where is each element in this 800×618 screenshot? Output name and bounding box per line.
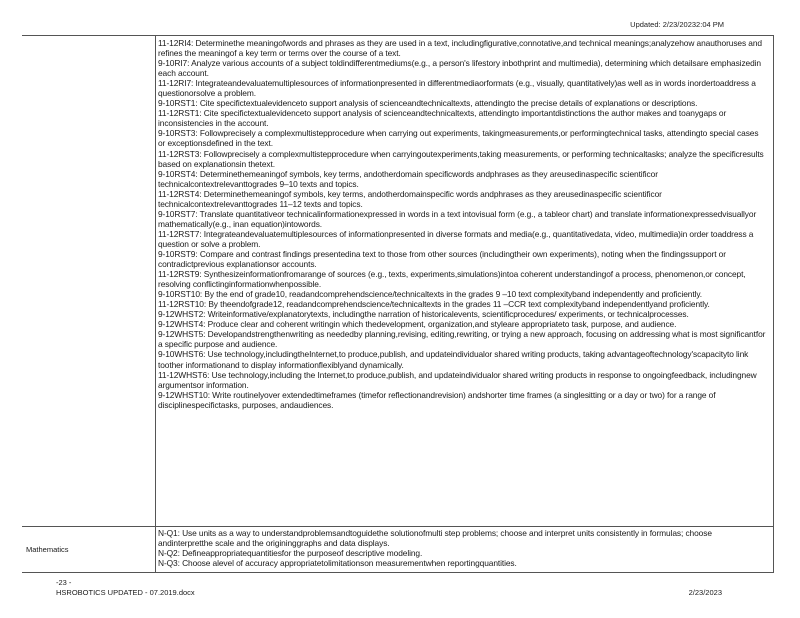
ela-standards-cell xyxy=(155,36,774,526)
standard-item: 9-10RST3: Followprecisely a complexmultistepprocedure when carrying out experiments, takingmeasurements,or performingtechnical tasks, attendingto special cases or exceptionsdefined in the text. xyxy=(158,128,759,149)
standard-item: 9-10RST10: By the end of grade10, readandcomprehendscience/technicaltexts in the grades 9 –10 text complexityband independently and proficiently. xyxy=(158,289,703,300)
standard-item: 11-12RST7: Integrateandevaluatemultiplesources of informationpresented in diverse formats and media(e.g., quantitativedata, video, multimedia)in order toaddress a question or solve a problem. xyxy=(158,228,754,249)
math-standard-item: N-Q3: Choose alevel of accuracy appropriatetolimitationson measurementwhen reportingquantities. xyxy=(158,558,517,569)
standard-item: 9-10RI7: Analyze various accounts of a subject toldindifferentmediums(e.g., a person's lifestory inbothprint and multimedia), determining which detailsare emphasizedin each account. xyxy=(158,58,761,79)
math-standard-item: N-Q1: Use units as a way to understandproblemsandtoguidethe solutionofmulti step problems; choose and interpret units consistently in formulas; choose andinterpretthe scale and the origininggraphs and data displays. xyxy=(158,528,712,549)
updated-timestamp: Updated: 2/23/20232:04 PM xyxy=(630,20,724,29)
standard-item: 11-12RST10: By theendofgrade12, readandcomprehendscience/technicaltexts in the grades 11 –CCR text complexityband independentlyand proficiently. xyxy=(158,299,710,310)
standard-item: 11-12RI4: Determinethe meaningofwords and phrases as they are used in a text, includingfigurative,connotative,and technical meanings;analyzehow anauthoruses and refines the meaningof a key term or terms over the course of a text. xyxy=(158,38,762,59)
standard-item: 9-12WHST4: Produce clear and coherent writingin which thedevelopment, organization,and styleare appropriateto task, purpose, and audience. xyxy=(158,319,677,330)
standard-item: 9-10RST1: Cite specifictextualevidenceto support analysis of scienceandtechnicaltexts, attendingto the precise details of explanations or descriptions. xyxy=(158,98,698,109)
standard-item: 9-12WHST10: Write routinelyover extendedtimeframes (timefor reflectionandrevision) andshorter time frames (a singlesitting or a day or two) for a range of disciplinespecifictasks, purposes, andaudiences. xyxy=(158,389,716,410)
standard-item: 11-12RST9: Synthesizeinformationfromarange of sources (e.g., texts, experiments,simulations)intoa coherent understandingof a process, phenomenon,or concept, resolving conflictinginformationwhenpossible. xyxy=(158,269,746,290)
math-standard-item: N-Q2: Defineappropriatequantitiesfor the purposeof descriptive modeling. xyxy=(158,548,423,559)
standard-item: 11-12RI7: Integrateandevaluatemultiplesources of informationpresented in differentmediaorformats (e.g., visually, quantitatively)as well as in words inordertoaddress a questionorsolve a problem. xyxy=(158,78,756,99)
standard-item: 9-10WHST6: Use technology,includingtheInternet,to produce,publish, and updateindividualor shared writing products, taking advantageoftechnology'scapacityto link toother informationand to display informationflexiblyand dynamically. xyxy=(158,349,749,370)
standard-item: 9-10RST4: Determinethemeaningof symbols, key terms, andotherdomain specificwords andphrases as they areusedinaspecific scientificor technicalcontextrelevanttogrades 9–10 texts and topics. xyxy=(158,168,658,189)
page-number: -23 - xyxy=(56,578,72,587)
subject-label: Mathematics xyxy=(26,545,69,554)
standard-item: 11-12RST4: Determinethemeaningof symbols, key terms, andotherdomainspecific words andphrases as they areusedinaspecific scientificor technicalcontextrelevanttogrades 11–12 texts and topics. xyxy=(158,188,662,209)
standard-item: 9-12WHST2: Writeinformative/explanatorytexts, includingthe narration of historicalevents, scientificprocedures/ experiments, or technicalprocesses. xyxy=(158,309,689,320)
document-filename: HSROBOTICS UPDATED - 07.2019.docx xyxy=(56,588,195,597)
mathematics-row xyxy=(22,526,774,573)
standard-item: 11-12RST3: Followprecisely a complexmultistepprocedure when carryingoutexperiments,taking measurements, or performing technicaltasks; analyze the specificresults based on explanationsin thetext. xyxy=(158,148,764,169)
standard-item: 9-12WHST5: Developandstrengthenwriting as neededby planning,revising, editing,rewriting, or trying a new approach, focusing on addressing what is most significantfor a specific purpose and audience. xyxy=(158,329,766,350)
standards-table xyxy=(22,35,774,571)
standard-item: 9-10RST7: Translate quantitativeor technicalinformationexpressed in words in a text intovisual form (e.g., a tableor chart) and translate informationexpressedvisuallyor mathematically(e.g., inan equation)intowords. xyxy=(158,208,757,229)
footer-date: 2/23/2023 xyxy=(688,588,722,597)
standard-item: 9-10RST9: Compare and contrast findings presentedina text to those from other sources (includingtheir own experiments), noting when the findingssupport or contradictprevious explanationsor accounts. xyxy=(158,248,726,270)
standard-item: 11-12RST1: Cite specifictextualevidenceto support analysis of scienceandtechnicaltexts, attendingto importantdistinctions the author makes and toanygaps or inconsistencies in the account. xyxy=(158,108,727,129)
math-standards-cell xyxy=(155,527,774,572)
standard-item: 11-12WHST6: Use technology,including the Internet,to produce,publish, and updateindividualor shared writing products in response to ongoingfeedback, includingnew argumentsor information. xyxy=(158,369,757,390)
